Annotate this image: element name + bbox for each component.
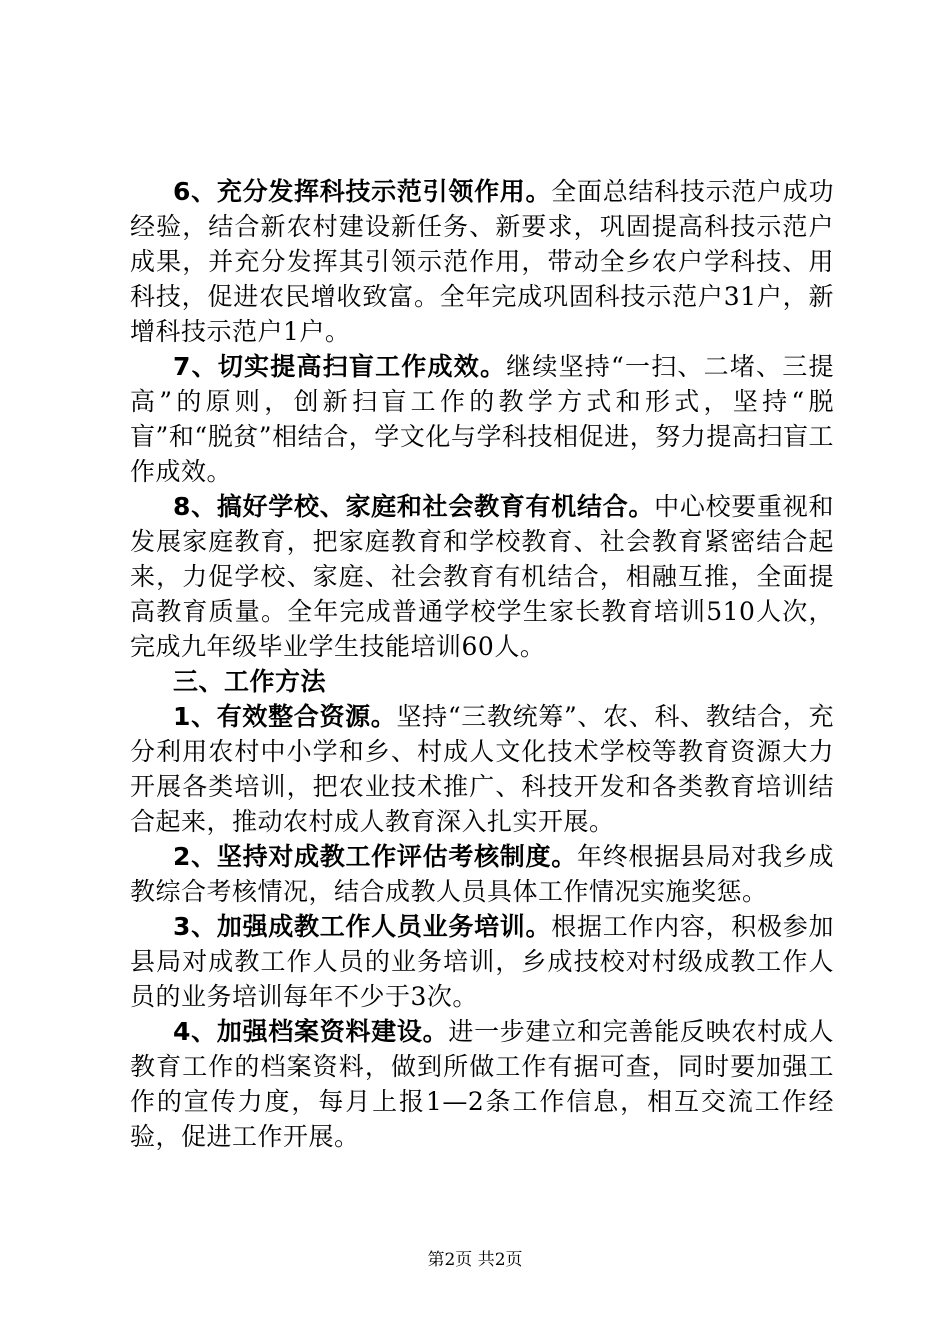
paragraph-heading: 1、有效整合资源。 [173, 702, 397, 731]
paragraph-text: 坚持“三教统筹”、农、科、教结合，充分利用农村中小学和乡、村成人文化技术学校等教育资源大力开展各类培训，把农业技术推广、科技开发和各类教育培训结合起来，推动农村成人教育深入扎实开展。 [130, 702, 834, 836]
paragraph-heading: 2、坚持对成教工作评估考核制度。 [173, 842, 577, 871]
paragraph-heading: 4、加强档案资料建设。 [173, 1017, 449, 1046]
paragraph-heading: 6、充分发挥科技示范引领作用。 [173, 177, 552, 206]
paragraph-heading: 7、切实提高扫盲工作成效。 [173, 352, 507, 381]
method-2 [130, 839, 834, 909]
method-1 [130, 699, 834, 839]
section-title: 三、工作方法 [173, 667, 327, 696]
document-body [130, 174, 834, 1154]
paragraph-heading: 8、搞好学校、家庭和社会教育有机结合。 [173, 492, 655, 521]
method-4 [130, 1014, 834, 1154]
paragraph-text: 继续坚持“一扫、二堵、三提高”的原则，创新扫盲工作的教学方式和形式，坚持“脱盲”和“脱贫”相结合，学文化与学科技相促进，努力提高扫盲工作成效。 [130, 352, 834, 486]
paragraph-text: 全面总结科技示范户成功经验，结合新农村建设新任务、新要求，巩固提高科技示范户成果，并充分发挥其引领示范作用，带动全乡农户学科技、用科技，促进农民增收致富。全年完成巩固科技示范户31户，新增科技示范户1户。 [130, 177, 834, 346]
paragraph-text: 进一步建立和完善能反映农村成人教育工作的档案资料，做到所做工作有据可查，同时要加强工作的宣传力度，每月上报1—2条工作信息，相互交流工作经验，促进工作开展。 [130, 1017, 834, 1151]
paragraph-6 [130, 174, 834, 349]
page-footer: 第2页 共2页 [427, 1250, 523, 1270]
paragraph-heading: 3、加强成教工作人员业务培训。 [173, 912, 552, 941]
paragraph-7 [130, 349, 834, 489]
paragraph-text: 中心校要重视和发展家庭教育，把家庭教育和学校教育、社会教育紧密结合起来，力促学校、家庭、社会教育有机结合，相融互推，全面提高教育质量。全年完成普通学校学生家长教育培训510人次，完成九年级毕业学生技能培训60人。 [130, 492, 834, 661]
paragraph-8 [130, 489, 834, 664]
method-3 [130, 909, 834, 1014]
paragraph-text: 根据工作内容，积极参加县局对成教工作人员的业务培训，乡成技校对村级成教工作人员的业务培训每年不少于3次。 [130, 912, 834, 1011]
paragraph-text: 年终根据县局对我乡成教综合考核情况，结合成教人员具体工作情况实施奖惩。 [130, 842, 834, 906]
